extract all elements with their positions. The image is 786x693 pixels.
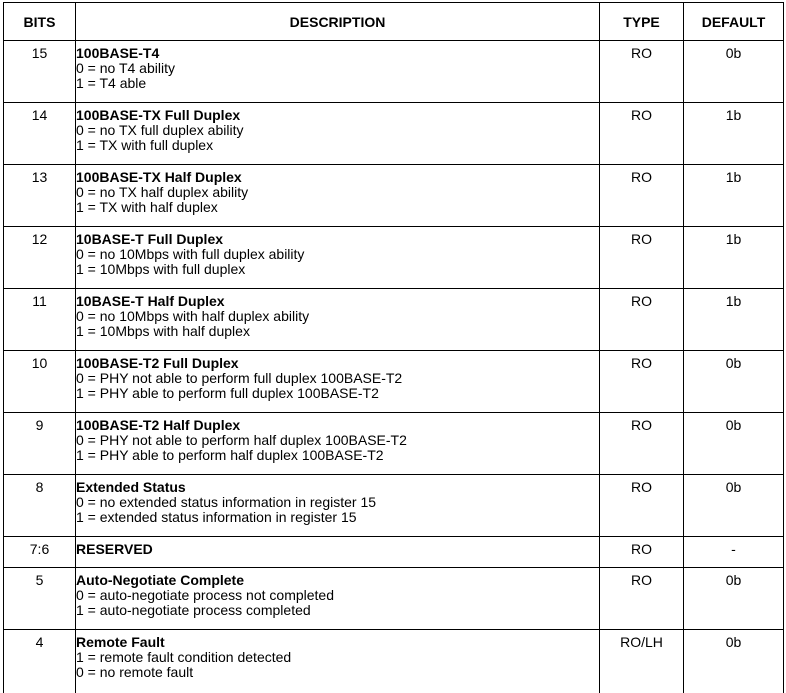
type-cell: RO xyxy=(600,41,684,103)
table-row xyxy=(4,537,784,568)
field-value-line: 0 = PHY not able to perform full duplex 100BASE-T2 xyxy=(76,371,599,386)
description-cell xyxy=(76,537,600,568)
field-value-line: 1 = 10Mbps with full duplex xyxy=(76,262,599,277)
type-cell: RO xyxy=(600,289,684,351)
bits-cell: 8 xyxy=(4,475,76,537)
default-cell: 1b xyxy=(684,165,784,227)
bits-cell: 7:6 xyxy=(4,537,76,568)
default-cell: 0b xyxy=(684,475,784,537)
field-value-line: 0 = no remote fault xyxy=(76,665,599,680)
field-value-line: 0 = PHY not able to perform half duplex 100BASE-T2 xyxy=(76,433,599,448)
field-value-line: 1 = TX with half duplex xyxy=(76,200,599,215)
description-cell xyxy=(76,165,600,227)
default-cell: 0b xyxy=(684,351,784,413)
field-value-line: 1 = PHY able to perform full duplex 100BASE-T2 xyxy=(76,386,599,401)
header-row xyxy=(4,3,784,41)
default-cell: 1b xyxy=(684,227,784,289)
field-value-line: 0 = no TX full duplex ability xyxy=(76,123,599,138)
field-title: Extended Status xyxy=(76,480,599,495)
field-value-line: 0 = auto-negotiate process not completed xyxy=(76,588,599,603)
field-value-line: 0 = no 10Mbps with full duplex ability xyxy=(76,247,599,262)
default-cell: 0b xyxy=(684,568,784,630)
field-title: 100BASE-T4 xyxy=(76,46,599,61)
type-cell: RO xyxy=(600,537,684,568)
bits-cell: 10 xyxy=(4,351,76,413)
field-title: Auto-Negotiate Complete xyxy=(76,573,599,588)
type-cell: RO xyxy=(600,165,684,227)
default-cell: 1b xyxy=(684,103,784,165)
description-cell xyxy=(76,568,600,630)
description-cell xyxy=(76,630,600,693)
table-row xyxy=(4,165,784,227)
description-cell xyxy=(76,227,600,289)
bits-cell: 5 xyxy=(4,568,76,630)
type-cell: RO xyxy=(600,475,684,537)
field-value-line: 1 = extended status information in register 15 xyxy=(76,510,599,525)
default-cell: 0b xyxy=(684,413,784,475)
field-value-line: 1 = 10Mbps with half duplex xyxy=(76,324,599,339)
description-cell xyxy=(76,413,600,475)
field-title: RESERVED xyxy=(76,542,599,557)
description-cell xyxy=(76,351,600,413)
table-row xyxy=(4,413,784,475)
field-title: Remote Fault xyxy=(76,635,599,650)
field-value-line: 0 = no extended status information in register 15 xyxy=(76,495,599,510)
field-title: 100BASE-TX Full Duplex xyxy=(76,108,599,123)
field-value-line: 0 = no 10Mbps with half duplex ability xyxy=(76,309,599,324)
bits-cell: 15 xyxy=(4,41,76,103)
header-type: TYPE xyxy=(600,3,684,41)
bits-cell: 11 xyxy=(4,289,76,351)
bits-cell: 9 xyxy=(4,413,76,475)
header-bits: BITS xyxy=(4,3,76,41)
table-row xyxy=(4,41,784,103)
header-description: DESCRIPTION xyxy=(76,3,600,41)
type-cell: RO xyxy=(600,103,684,165)
field-value-line: 1 = TX with full duplex xyxy=(76,138,599,153)
field-value-line: 0 = no TX half duplex ability xyxy=(76,185,599,200)
default-cell: 0b xyxy=(684,630,784,693)
default-cell: 0b xyxy=(684,41,784,103)
table-row xyxy=(4,568,784,630)
field-title: 100BASE-T2 Full Duplex xyxy=(76,356,599,371)
field-title: 10BASE-T Half Duplex xyxy=(76,294,599,309)
field-value-line: 1 = remote fault condition detected xyxy=(76,650,599,665)
field-value-line: 1 = PHY able to perform half duplex 100BASE-T2 xyxy=(76,448,599,463)
field-title: 10BASE-T Full Duplex xyxy=(76,232,599,247)
field-value-line: 0 = no T4 ability xyxy=(76,61,599,76)
table-row xyxy=(4,351,784,413)
table-row xyxy=(4,227,784,289)
description-cell xyxy=(76,41,600,103)
description-cell xyxy=(76,103,600,165)
header-default: DEFAULT xyxy=(684,3,784,41)
type-cell: RO/LH xyxy=(600,630,684,693)
table-row xyxy=(4,475,784,537)
description-cell xyxy=(76,475,600,537)
field-title: 100BASE-TX Half Duplex xyxy=(76,170,599,185)
table-row xyxy=(4,630,784,693)
table-row xyxy=(4,289,784,351)
type-cell: RO xyxy=(600,413,684,475)
bits-cell: 14 xyxy=(4,103,76,165)
bits-cell: 13 xyxy=(4,165,76,227)
type-cell: RO xyxy=(600,351,684,413)
field-title: 100BASE-T2 Half Duplex xyxy=(76,418,599,433)
type-cell: RO xyxy=(600,568,684,630)
field-value-line: 1 = auto-negotiate process completed xyxy=(76,603,599,618)
table-row xyxy=(4,103,784,165)
bits-cell: 4 xyxy=(4,630,76,693)
default-cell: - xyxy=(684,537,784,568)
register-table xyxy=(3,2,784,693)
default-cell: 1b xyxy=(684,289,784,351)
description-cell xyxy=(76,289,600,351)
field-value-line: 1 = T4 able xyxy=(76,76,599,91)
type-cell: RO xyxy=(600,227,684,289)
bits-cell: 12 xyxy=(4,227,76,289)
